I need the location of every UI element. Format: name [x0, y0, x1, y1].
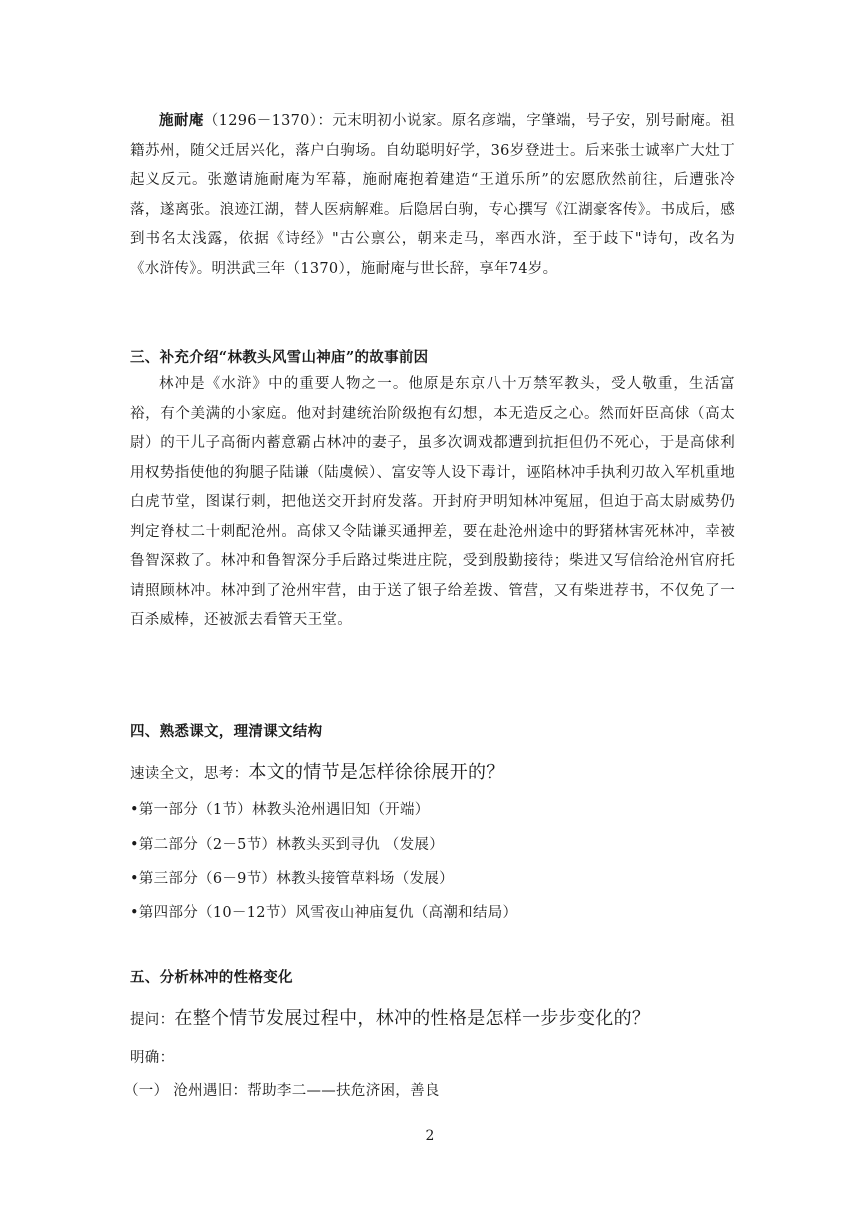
section-5-prompt — [130, 1004, 650, 1030]
section-4-question: 本文的情节是怎样徐徐展开的？ — [248, 762, 505, 783]
biography-text: （1296－1370）：元末明初小说家。原名彦端，字肇端，号子安，别号耐庵。祖籍苏州，随父迁居兴化，落户白驹场。自幼聪明好学，36岁登进士。后来张士诚率广大灶丁起义反元。张邀请施耐庵为军幕，施耐庵抱着建造“王道乐所”的宏愿欣然前往，后遭张冷落，遂离张。浪迹江湖，替人医病解难。后隐居白驹，专心撰写《江湖豪客传》。书成后，感到书名太浅露，依据《诗经》"古公禀公，朝来走马，率西水浒，至于歧下"诗句，改名为《水浒传》。明洪武三年（1370），施耐庵与世长辞，享年74岁。 — [130, 113, 735, 277]
author-name: 施耐庵 — [159, 112, 204, 129]
biography-block — [130, 106, 735, 284]
section-5-prompt-prefix: 提问： — [130, 1012, 175, 1028]
section-3-heading: 三、补充介绍“林教头风雪山神庙”的故事前因 — [130, 349, 429, 366]
character-item-1: （一） 沧州遇旧：帮助李二——扶危济困，善良 — [124, 1083, 440, 1099]
structure-part-4: •第四部分（10－12节）风雪夜山神庙复仇（高潮和结局） — [130, 905, 518, 921]
section-4-heading: 四、熟悉课文，理清课文结构 — [130, 723, 323, 740]
clarify-label: 明确： — [130, 1050, 175, 1066]
section-4-prompt-prefix: 速读全文，思考： — [130, 766, 249, 782]
section-4-prompt — [130, 758, 505, 784]
page-number: 2 — [425, 1128, 435, 1144]
section-3-paragraph: 林冲是《水浒》中的重要人物之一。他原是东京八十万禁军教头，受人敬重，生活富裕，有个美满的小家庭。他对封建统治阶级抱有幻想，本无造反之心。然而奸臣高俅（高太尉）的干儿子高衙内蓄意霸占林冲的妻子，虽多次调戏都遭到抗拒但仍不死心，于是高俅利用权势指使他的狗腿子陆谦（陆虞候）、富安等人设下毒计，诬陷林冲手执利刃故入军机重地白虎节堂，图谋行刺，把他送交开封府发落。开封府尹明知林冲冤屈，但迫于高太尉威势仍判定脊杖二十刺配沧州。高俅又令陆谦买通押差，要在赴沧州途中的野猪林害死林冲，幸被鲁智深救了。林冲和鲁智深分手后路过柴进庄院，受到殷勤接待；柴进又写信给沧州官府托请照顾林冲。林冲到了沧州牢营，由于送了银子给差拨、管营，又有柴进荐书，不仅免了一百杀威棒，还被派去看管天王堂。 — [130, 376, 735, 628]
section-3-block — [130, 370, 735, 636]
section-5-question: 在整个情节发展过程中，林冲的性格是怎样一步步变化的？ — [174, 1008, 651, 1029]
structure-part-2: •第二部分（2－5节）林教头买到寻仇 （发展） — [130, 837, 445, 853]
structure-part-1: •第一部分（1节）林教头沧州遇旧知（开端） — [130, 802, 430, 818]
structure-part-3: •第三部分（6－9节）林教头接管草料场（发展） — [130, 871, 454, 887]
biography-paragraph — [130, 106, 735, 284]
section-5-heading: 五、分析林冲的性格变化 — [130, 969, 293, 986]
